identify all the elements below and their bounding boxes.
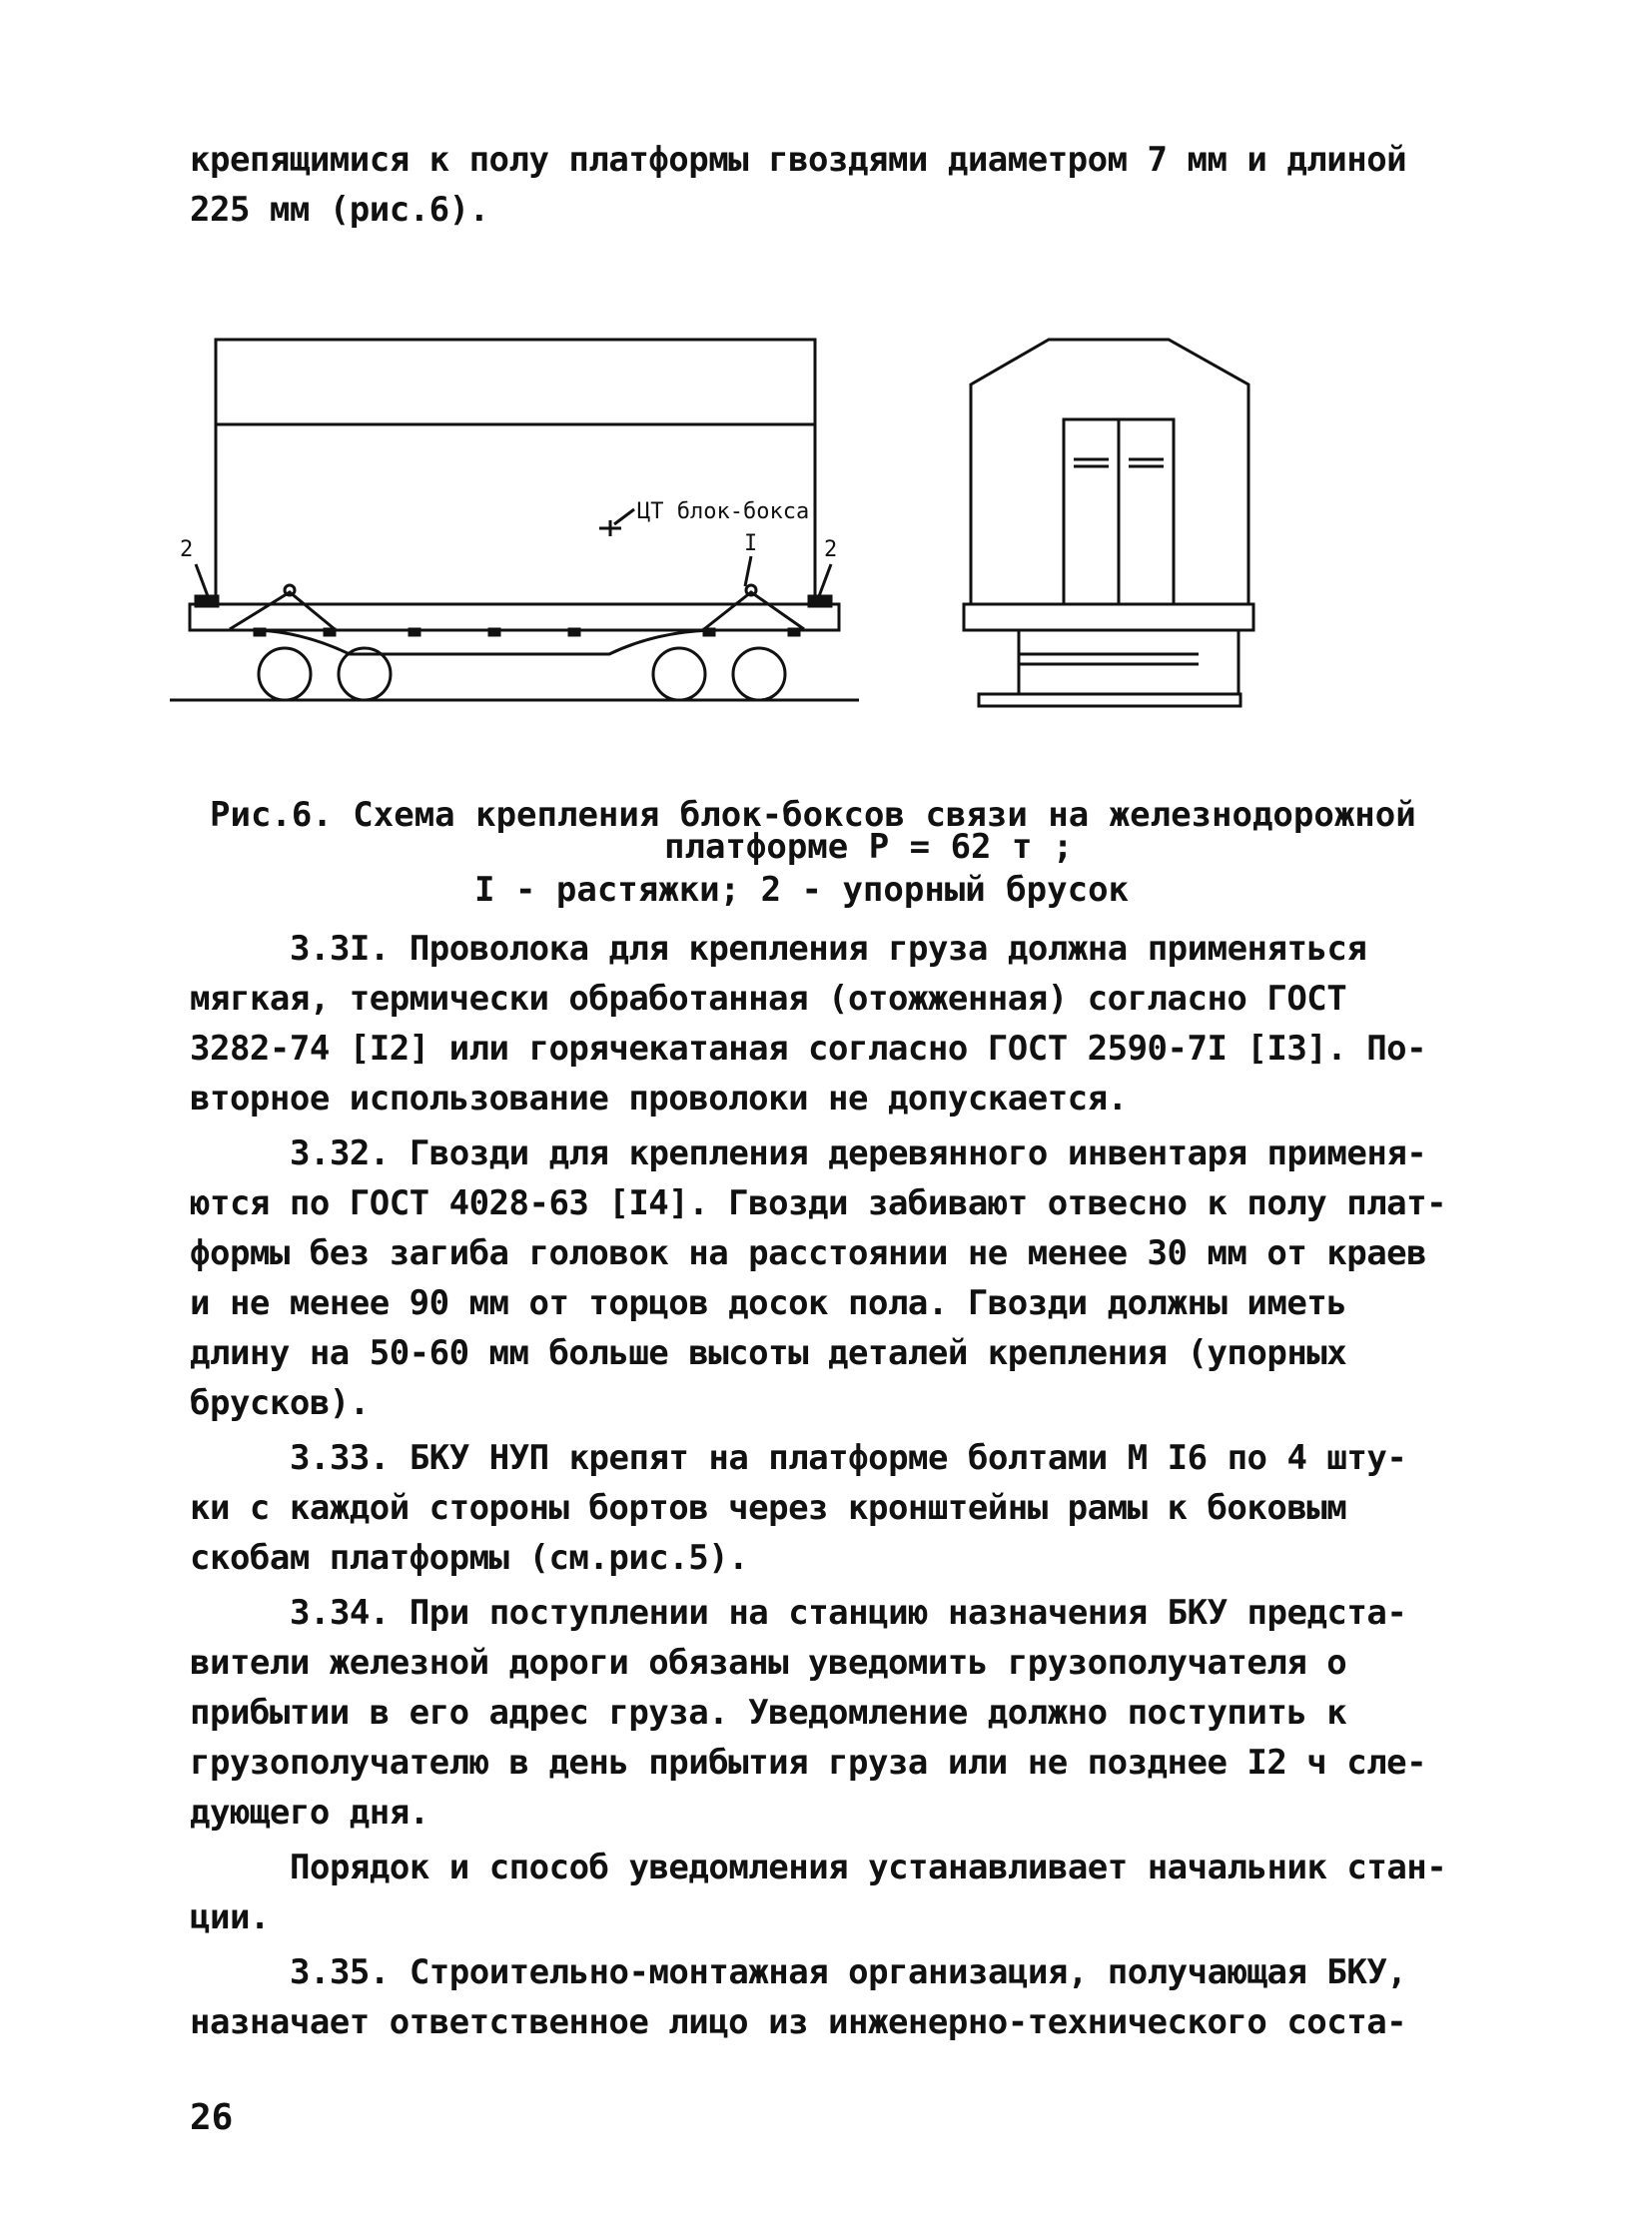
p334-line-3: прибытии в его адрес груза. Уведомление должно поступить к bbox=[190, 1693, 1347, 1733]
cg-label: ЦТ блок-бокса bbox=[637, 499, 810, 524]
caption-line-1: Рис.6. Схема крепления блок-боксов связи на железнодорожной bbox=[210, 795, 1416, 835]
lashing-right bbox=[704, 592, 804, 629]
p331-line-3: 3282-74 [I2] или горячекатаная согласно ГОСТ 2590-7I [I3]. По- bbox=[190, 1029, 1427, 1069]
wheel-2 bbox=[339, 648, 391, 700]
intro-line-2: 225 мм (рис.6). bbox=[190, 190, 489, 230]
p331-line-1: 3.3I. Проволока для крепления груза должна применяться bbox=[290, 929, 1367, 969]
p332-line-5: длину на 50-60 мм больше высоты деталей крепления (упорных bbox=[190, 1333, 1347, 1373]
p332-line-4: и не менее 90 мм от торцов досок пола. Гвозди должны иметь bbox=[190, 1283, 1347, 1323]
p334-line-1: 3.34. При поступлении на станцию назначения БКУ предста- bbox=[290, 1593, 1407, 1633]
figure-6-drawing bbox=[160, 325, 1438, 744]
p334-line-5: дующего дня. bbox=[190, 1793, 429, 1833]
p-order-line-2: ции. bbox=[190, 1897, 270, 1937]
blok-box-side-outline bbox=[216, 340, 815, 604]
label-1: I bbox=[744, 531, 758, 556]
platform-end-deck bbox=[964, 604, 1253, 630]
blok-box-end-outline bbox=[971, 340, 1248, 604]
lashing-left-knot bbox=[285, 585, 295, 595]
wheel-3 bbox=[653, 648, 705, 700]
wheel-4 bbox=[733, 648, 785, 700]
p333-line-2: ки с каждой стороны бортов через кронштейны рамы к боковым bbox=[190, 1488, 1347, 1528]
label-2-right: 2 bbox=[824, 537, 838, 562]
caption-line-2: платформе Р = 62 т ; bbox=[664, 827, 1074, 867]
lashing-right-knot bbox=[746, 585, 756, 595]
p332-line-3: формы без загиба головок на расстоянии не менее 30 мм от краев bbox=[190, 1233, 1427, 1273]
lashing-left bbox=[230, 592, 335, 629]
platform-underframe bbox=[190, 630, 839, 654]
p-order-line-1: Порядок и способ уведомления устанавливает начальник стан- bbox=[290, 1848, 1447, 1887]
platform-deck bbox=[190, 604, 839, 630]
stop-bar-left bbox=[196, 596, 218, 606]
wheel-1 bbox=[259, 648, 311, 700]
p333-line-3: скобам платформы (см.рис.5). bbox=[190, 1538, 749, 1578]
intro-line-1: крепящимися к полу платформы гвоздями диаметром 7 мм и длиной bbox=[190, 140, 1407, 180]
p331-line-2: мягкая, термически обработанная (отожженная) согласно ГОСТ bbox=[190, 979, 1347, 1019]
caption-line-3: I - растяжки; 2 - упорный брусок bbox=[474, 870, 1130, 910]
p332-line-6: брусков). bbox=[190, 1383, 370, 1423]
p331-line-4: вторное использование проволоки не допускается. bbox=[190, 1079, 1128, 1119]
p332-line-1: 3.32. Гвозди для крепления деревянного инвентаря применя- bbox=[290, 1133, 1427, 1173]
p334-line-4: грузополучателю в день прибытия груза или не позднее I2 ч сле- bbox=[190, 1743, 1427, 1783]
p334-line-2: вители железной дороги обязаны уведомить грузополучателя о bbox=[190, 1643, 1347, 1683]
platform-end-base bbox=[979, 694, 1240, 706]
p333-line-1: 3.33. БКУ НУП крепят на платформе болтами М I6 по 4 шту- bbox=[290, 1438, 1407, 1478]
stop-bar-right bbox=[809, 596, 831, 606]
door-left bbox=[1064, 419, 1119, 604]
label-2-left: 2 bbox=[180, 537, 194, 562]
page-number: 26 bbox=[190, 2097, 234, 2138]
p335-line-2: назначает ответственное лицо из инженерно-технического соста- bbox=[190, 2002, 1407, 2042]
p335-line-1: 3.35. Строительно-монтажная организация, получающая БКУ, bbox=[290, 1952, 1407, 1992]
door-right bbox=[1119, 419, 1174, 604]
p332-line-2: ются по ГОСТ 4028-63 [I4]. Гвозди забивают отвесно к полу плат- bbox=[190, 1183, 1447, 1223]
